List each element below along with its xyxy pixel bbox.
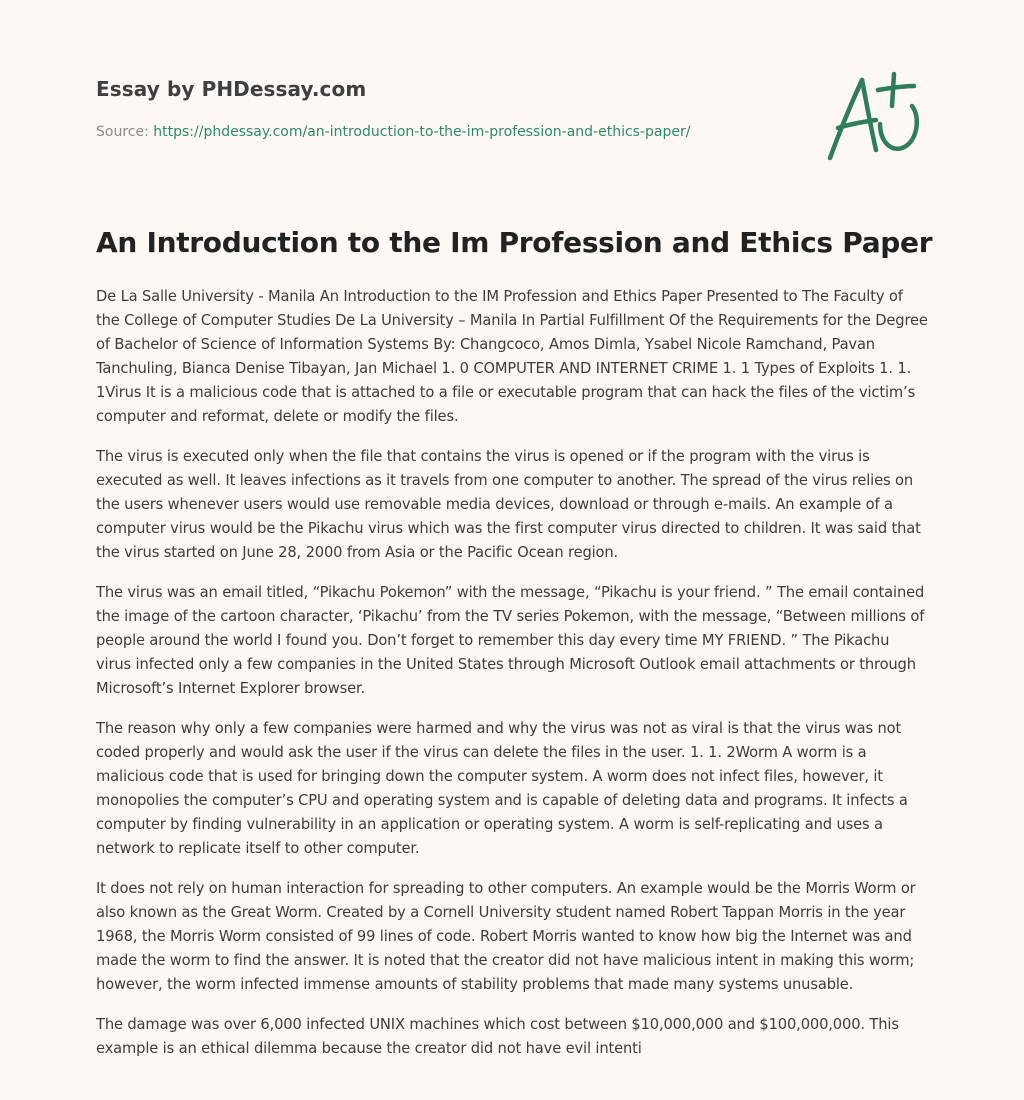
source-line (96, 124, 690, 140)
paragraph: The virus was an email titled, “Pikachu Pokemon” with the message, “Pikachu is your friend. ” The email contained the image of the cartoon character, ‘Pikachu’ from the TV series Pokemon, with the message, “Between millions of people around the world I found you. Don’t forget to remember this day every time MY FRIEND. ” The Pikachu virus infected only a few companies in the United States through Microsoft Outlook email attachments or through Microsoft’s Internet Explorer browser. (96, 584, 925, 697)
source-link[interactable]: https://phdessay.com/an-introduction-to-the-im-profession-and-ethics-paper/ (153, 124, 691, 140)
source-label: Source: (96, 124, 149, 140)
site-brand: Essay by PHDessay.com (96, 77, 367, 101)
paragraph: De La Salle University - Manila An Introduction to the IM Profession and Ethics Paper Presented to The Faculty of the College of Computer Studies De La University – Manila In Partial Fulfillment Of the Requirements for the Degree of Bachelor of Science of Information Systems By: Changcoco, Amos Dimla, Ysabel Nicole Ramchand, Pavan Tanchuling, Bianca Denise Tibayan, Jan Michael 1. 0 COMPUTER AND INTERNET CRIME 1. 1 Types of Exploits 1. 1. 1Virus It is a malicious code that is attached to a file or executable program that can hack the files of the victim’s computer and reformat, delete or modify the files. (96, 288, 928, 425)
a-plus-grade-icon (820, 66, 928, 166)
article-body (96, 285, 928, 1075)
paragraph: The damage was over 6,000 infected UNIX machines which cost between $10,000,000 and $100,000,000. This example is an ethical dilemma because the creator did not have evil intenti (96, 1016, 899, 1057)
paragraph: The virus is executed only when the file that contains the virus is opened or if the program with the virus is executed as well. It leaves infections as it travels from one computer to another. The spread of the virus relies on the users whenever users would use removable media devices, download or through e-mails. An example of a computer virus would be the Pikachu virus which was the first computer virus directed to children. It was said that the virus started on June 28, 2000 from Asia or the Pacific Ocean region. (96, 448, 921, 561)
paragraph: It does not rely on human interaction for spreading to other computers. An example would be the Morris Worm or also known as the Great Worm. Created by a Cornell University student named Robert Tappan Morris in the year 1968, the Morris Worm consisted of 99 lines of code. Robert Morris wanted to know how big the Internet was and made the worm to find the answer. It is noted that the creator did not have malicious intent in making this worm; however, the worm infected immense amounts of stability problems that made many systems unusable. (96, 880, 916, 993)
paragraph: The reason why only a few companies were harmed and why the virus was not as viral is that the virus was not coded properly and would ask the user if the virus can delete the files in the user. 1. 1. 2Worm A worm is a malicious code that is used for bringing down the computer system. A worm does not infect files, however, it monopolies the computer’s CPU and operating system and is capable of deleting data and programs. It infects a computer by finding vulnerability in an application or operating system. A worm is self-replicating and uses a network to replicate itself to other computer. (96, 720, 908, 857)
page-title: An Introduction to the Im Profession and Ethics Paper (96, 226, 933, 259)
